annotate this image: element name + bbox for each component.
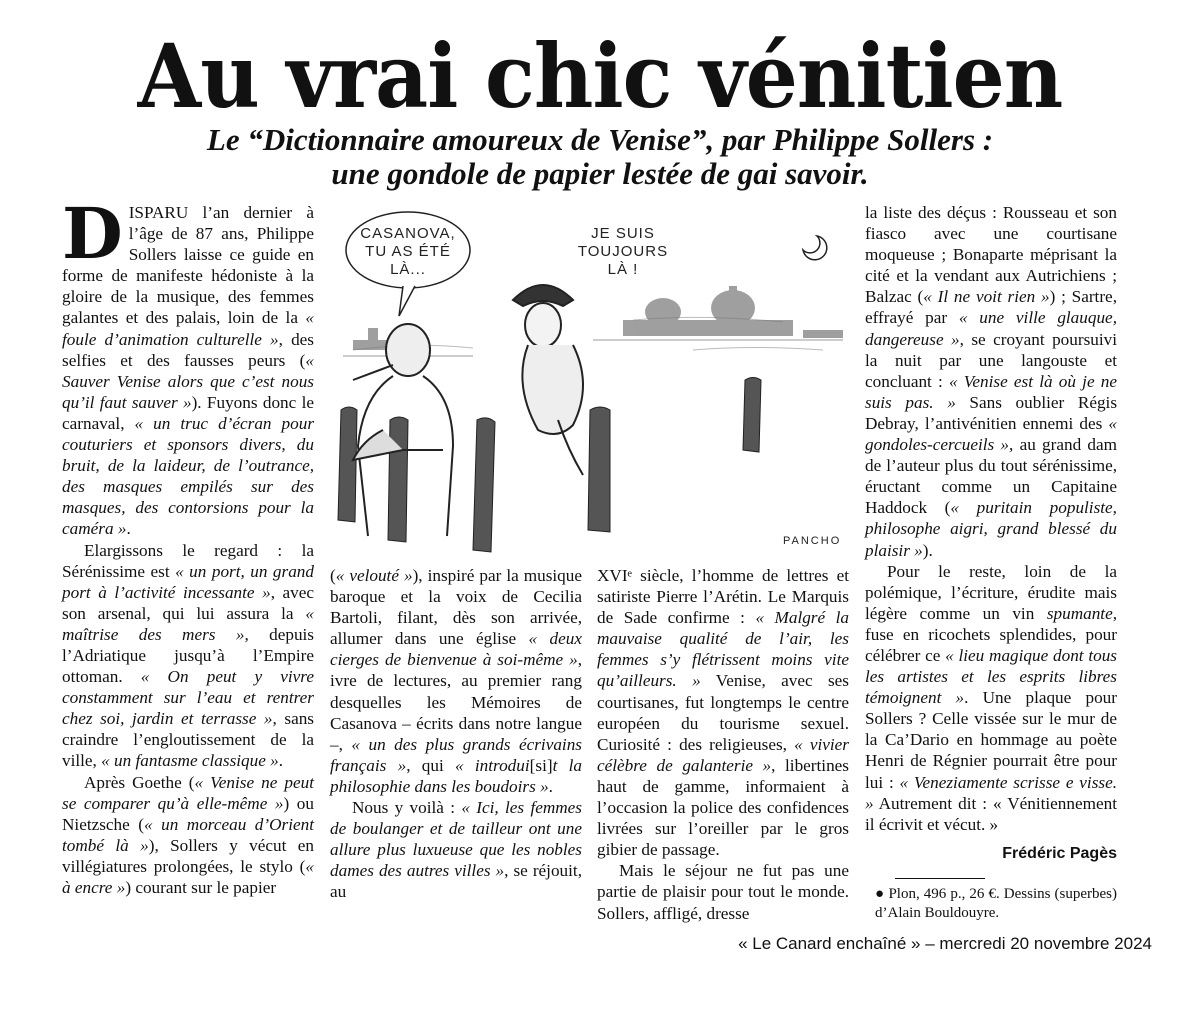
deck-line-1: Le “Dictionnaire amoureux de Venise”, par Philippe Sollers : xyxy=(206,122,994,157)
artist-signature: PANCHO xyxy=(783,535,842,547)
paragraph: (« velouté »), inspiré par la musique baroque et la voix de Cecilia Bartoli, filant, dès son arrivée, allumer dans une église « deux cierges de bienvenue à soi-même », ivre de lectures, au premier rang desquelles les Mémoires de Casanova – écrits dans notre langue –, « un des plus grands écrivains français », qui « introdui[si]t la philosophie dans les boudoirs ». xyxy=(330,566,582,796)
deck xyxy=(0,123,1200,191)
column-2 xyxy=(330,565,582,903)
paragraph: la liste des déçus : Rousseau et son fiasco avec une courtisane moqueuse ; Bonaparte méprisant la cité et la vendant aux Autrichiens ; Balzac (« Il ne voit rien ») ; Sartre, effrayé par « une ville glauque, dangereuse », se croyant poursuivi la nuit par une langouste et concluant : « Venise est là où je ne suis pas. » Sans oublier Régis Debray, l’antivénitien ennemi des « gondoles-cercueils », au grand dam de l’auteur plus du tout sérénissime, éructant comme un Capitaine Haddock (« puritain populiste, philosophe aigri, grand blessé du plaisir »). xyxy=(865,203,1118,560)
author-signature: Frédéric Pagès xyxy=(1002,844,1117,862)
column-3 xyxy=(597,565,849,924)
bubble-left-line: LÀ... xyxy=(390,261,426,278)
illustration xyxy=(333,200,851,558)
paragraph: Nous y voilà : « Ici, les femmes de boulanger et de tailleur ont une allure plus luxueuse que les nobles dames des autres villes », se réjouit, au xyxy=(330,798,582,902)
paragraph: XVIᵉ siècle, l’homme de lettres et satiriste Pierre l’Arétin. Le Marquis de Sade confirme : « Malgré la mauvaise qualité de l’air, les femmes s’y flétrissent moins vite qu’ailleurs. » Venise, avec ses courtisanes, fut longtemps le centre européen du tourisme sexuel. Curiosité : des religieuses, « vivier célèbre de galanterie », libertines haut de gamme, informaient à l’occasion la police des confidences livrées sur l’oreiller par le gros gibier de passage. xyxy=(597,566,849,860)
bubble-right-line: TOUJOURS xyxy=(577,243,669,260)
cartoon-drawing xyxy=(333,200,851,558)
bubble-right-line: LÀ ! xyxy=(607,261,639,278)
deck-line-2: une gondole de papier lestée de gai savoir. xyxy=(331,156,869,191)
column-1 xyxy=(62,192,315,898)
column-4 xyxy=(865,202,1117,923)
divider xyxy=(895,878,985,879)
bubble-left-line: TU AS ÉTÉ xyxy=(365,243,451,260)
bubble-right-line: JE SUIS xyxy=(591,225,655,242)
paragraph: Après Goethe (« Venise ne peut se comparer qu’à elle-même ») ou Nietzsche (« un morceau d’Orient tombé là »), Sollers y vécut en villégiatures prolongées, le stylo (« à encre ») courant sur le papier xyxy=(62,772,314,897)
paragraph: Pour le reste, loin de la polémique, l’écriture, érudite mais légère comme un vin spumante, fuse en ricochets splendides, pour célébrer ce « lieu magique dont tous les artistes et les esprits libres témoignent ». Une plaque pour Sollers ? Celle vissée sur le mur de la Ca’Dario en hommage au poète Henri de Régnier pourrait être pour lui : « Veneziamente scrisse e visse. » Autrement dit : « Vénitiennement il écrivit et vécut. » xyxy=(865,561,1117,834)
bubble-left-line: CASANOVA, xyxy=(360,225,456,242)
drop-cap: D xyxy=(62,192,123,275)
moon-icon xyxy=(803,236,827,260)
paragraph: Mais le séjour ne fut pas une partie de plaisir pour tout le monde. Sollers, affligé, dresse xyxy=(597,861,849,923)
publication-footer: « Le Canard enchaîné » – mercredi 20 novembre 2024 xyxy=(738,934,1152,953)
book-note: ● Plon, 496 p., 26 €. Dessins (superbes) d’Alain Bouldouyre. xyxy=(875,885,1117,921)
paragraph: ISPARU l’an dernier à l’âge de 87 ans, Philippe Sollers laisse ce guide en forme de manifeste hédoniste à la gloire de la musique, des femmes galantes et des palais, loin de la « foule d’animation culturelle », des selfies et des fausses peurs (« Sauver Venise alors que c’est nous qu’il faut sauver »). Fuyons donc le carnaval, « un truc d’écran pour couturiers et sponsors divers, du bruit, de la laideur, de l’outrance, des masques empilés sur des masques, des contorsions pour la caméra ». xyxy=(62,203,315,539)
paragraph: Elargissons le regard : la Sérénissime est « un port, un grand port à l’activité incessante », avec son arsenal, qui lui assura la « maîtrise des mers », depuis l’Adriatique jusqu’à l’Empire ottoman. « On peut y vivre constamment sur l’eau et rentrer chez soi, jardin et terrasse », sans craindre l’engloutissement de la ville, « un fantasme classique ». xyxy=(62,540,315,771)
headline: Au vrai chic vénitien xyxy=(137,24,1063,128)
